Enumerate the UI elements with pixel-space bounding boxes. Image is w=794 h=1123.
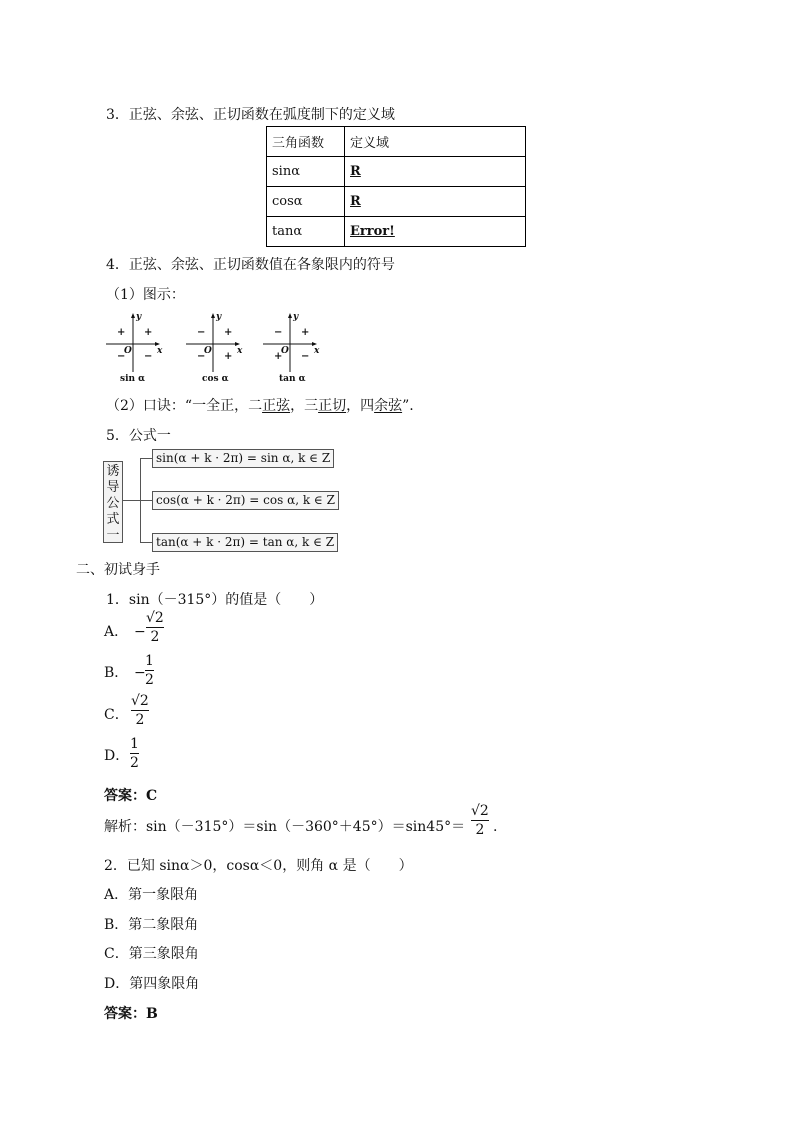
q2-option-a: A．第一象限角 (104, 887, 199, 903)
mnemonic-underlined-1: 正弦 (262, 398, 291, 414)
sqrt-radicand: 2 (154, 610, 164, 626)
table-cell-function: tanα (267, 217, 345, 247)
figure-caption: tan α (279, 374, 306, 384)
formula-cos: cos(α + k · 2π) = cos α, k ∈ Z (152, 491, 339, 510)
brace-arm-bottom (140, 542, 152, 543)
fraction-bar (471, 820, 489, 821)
q1-option-b-label: B． (104, 665, 129, 681)
formula-group-label (103, 461, 123, 543)
label-char: 公 (106, 496, 120, 511)
q1-option-b-minus: − (134, 665, 146, 681)
q1-option-d-fraction (130, 736, 139, 771)
q1-option-c-fraction (131, 693, 149, 728)
q3-sign: − (117, 351, 126, 362)
question-2-stem: 2．已知 sinα＞0，cosα＜0，则角 α 是（ ） (104, 858, 413, 874)
mnemonic-underlined-3: 余弦 (374, 398, 403, 414)
y-axis-label: y (293, 312, 299, 322)
quadrant-figure-tan (263, 312, 329, 382)
sqrt-radicand: 2 (139, 693, 149, 709)
fraction-numerator: √2 (131, 693, 149, 709)
fraction-bar (130, 753, 139, 754)
q3-sign: + (274, 351, 283, 362)
figure-caption: sin α (120, 374, 146, 384)
domain-table (266, 126, 526, 247)
q2-sign: + (117, 327, 126, 338)
formula-tan: tan(α + k · 2π) = tan α, k ∈ Z (152, 533, 338, 552)
q2-option-c: C．第三象限角 (104, 946, 199, 962)
table-cell-function: sinα (267, 157, 345, 187)
x-axis-label: x (314, 346, 320, 356)
table-cell-function: cosα (267, 187, 345, 217)
mnemonic (106, 397, 414, 415)
q1-option-a-label: A． (104, 624, 129, 640)
fraction-numerator: √2 (146, 610, 164, 626)
formula-sin: sin(α + k · 2π) = sin α, k ∈ Z (152, 449, 334, 468)
fraction-denominator: 2 (145, 672, 154, 688)
figure-label: （1）图示： (106, 287, 185, 303)
q1-sign: + (144, 327, 153, 338)
fraction-numerator: √2 (471, 803, 489, 819)
q4-sign: + (224, 351, 233, 362)
fraction-denominator: 2 (475, 822, 485, 838)
table-cell-domain: R (345, 157, 526, 187)
sqrt-radicand: 2 (479, 803, 489, 819)
q1-option-a-fraction (146, 610, 164, 645)
brace-stem (123, 500, 140, 501)
q3-sign: − (197, 351, 206, 362)
x-axis-label: x (237, 346, 243, 356)
figure-caption: cos α (202, 374, 229, 384)
table-cell-domain: R (345, 187, 526, 217)
q1-option-b-fraction (145, 653, 154, 688)
q2-sign: − (274, 327, 283, 338)
mnemonic-prefix: （2）口诀：“一全正，二 (106, 398, 263, 414)
fraction-bar (146, 627, 164, 628)
q2-option-b: B．第二象限角 (104, 917, 199, 933)
brace-arm-top (140, 458, 152, 459)
x-axis-label: x (157, 346, 163, 356)
part-2-title: 二、初试身手 (76, 562, 160, 578)
q4-sign: − (301, 351, 310, 362)
table-row (267, 157, 526, 187)
mnemonic-mid-1: ，三 (290, 398, 319, 414)
q4-sign: − (144, 351, 153, 362)
q2-option-d: D．第四象限角 (104, 976, 200, 992)
table-row (267, 217, 526, 247)
fraction-bar (145, 670, 154, 671)
q1-answer: 答案：C (104, 788, 158, 804)
q2-answer: 答案：B (104, 1006, 158, 1022)
y-axis-label: y (136, 312, 142, 322)
fraction-denominator: 2 (130, 755, 139, 771)
table-header-function: 三角函数 (267, 127, 345, 157)
q1-option-c-label: C． (104, 707, 129, 723)
table-cell-domain: Error! (345, 217, 526, 247)
mnemonic-mid-2: ，四 (346, 398, 375, 414)
origin-label: O (124, 346, 132, 356)
q1-analysis: 解析：sin（－315°）＝sin（－360°＋45°）＝sin45°＝ (104, 819, 466, 835)
table-header-row (267, 127, 526, 157)
q2-sign: − (197, 327, 206, 338)
label-char: 导 (106, 480, 120, 495)
section-4-title: 4．正弦、余弦、正切函数值在各象限内的符号 (106, 257, 395, 273)
section-3-title: 3．正弦、余弦、正切函数在弧度制下的定义域 (106, 107, 395, 123)
label-char: 式 (106, 512, 120, 527)
q1-sign: + (301, 327, 310, 338)
table-row (267, 187, 526, 217)
label-char: 一 (106, 528, 120, 543)
q1-analysis-period: . (493, 819, 498, 835)
q1-sign: + (224, 327, 233, 338)
brace-arm-mid (140, 500, 152, 501)
origin-label: O (204, 346, 212, 356)
mnemonic-suffix: ”. (402, 398, 414, 414)
q1-option-a-minus: − (134, 624, 146, 640)
quadrant-figure-sin (106, 312, 172, 382)
fraction-denominator: 2 (150, 629, 160, 645)
fraction-denominator: 2 (135, 712, 145, 728)
mnemonic-underlined-2: 正切 (318, 398, 347, 414)
y-axis-label: y (216, 312, 222, 322)
q1-analysis-fraction (471, 803, 489, 838)
q1-option-d-label: D． (104, 748, 130, 764)
origin-label: O (281, 346, 289, 356)
table-header-domain: 定义域 (345, 127, 526, 157)
quadrant-figure-cos (186, 312, 252, 382)
fraction-bar (131, 710, 149, 711)
fraction-numerator: 1 (145, 653, 154, 669)
section-5-title: 5．公式一 (106, 428, 171, 444)
fraction-numerator: 1 (130, 736, 139, 752)
label-char: 诱 (106, 464, 120, 479)
question-1-stem: 1．sin（－315°）的值是（ ） (106, 592, 324, 608)
